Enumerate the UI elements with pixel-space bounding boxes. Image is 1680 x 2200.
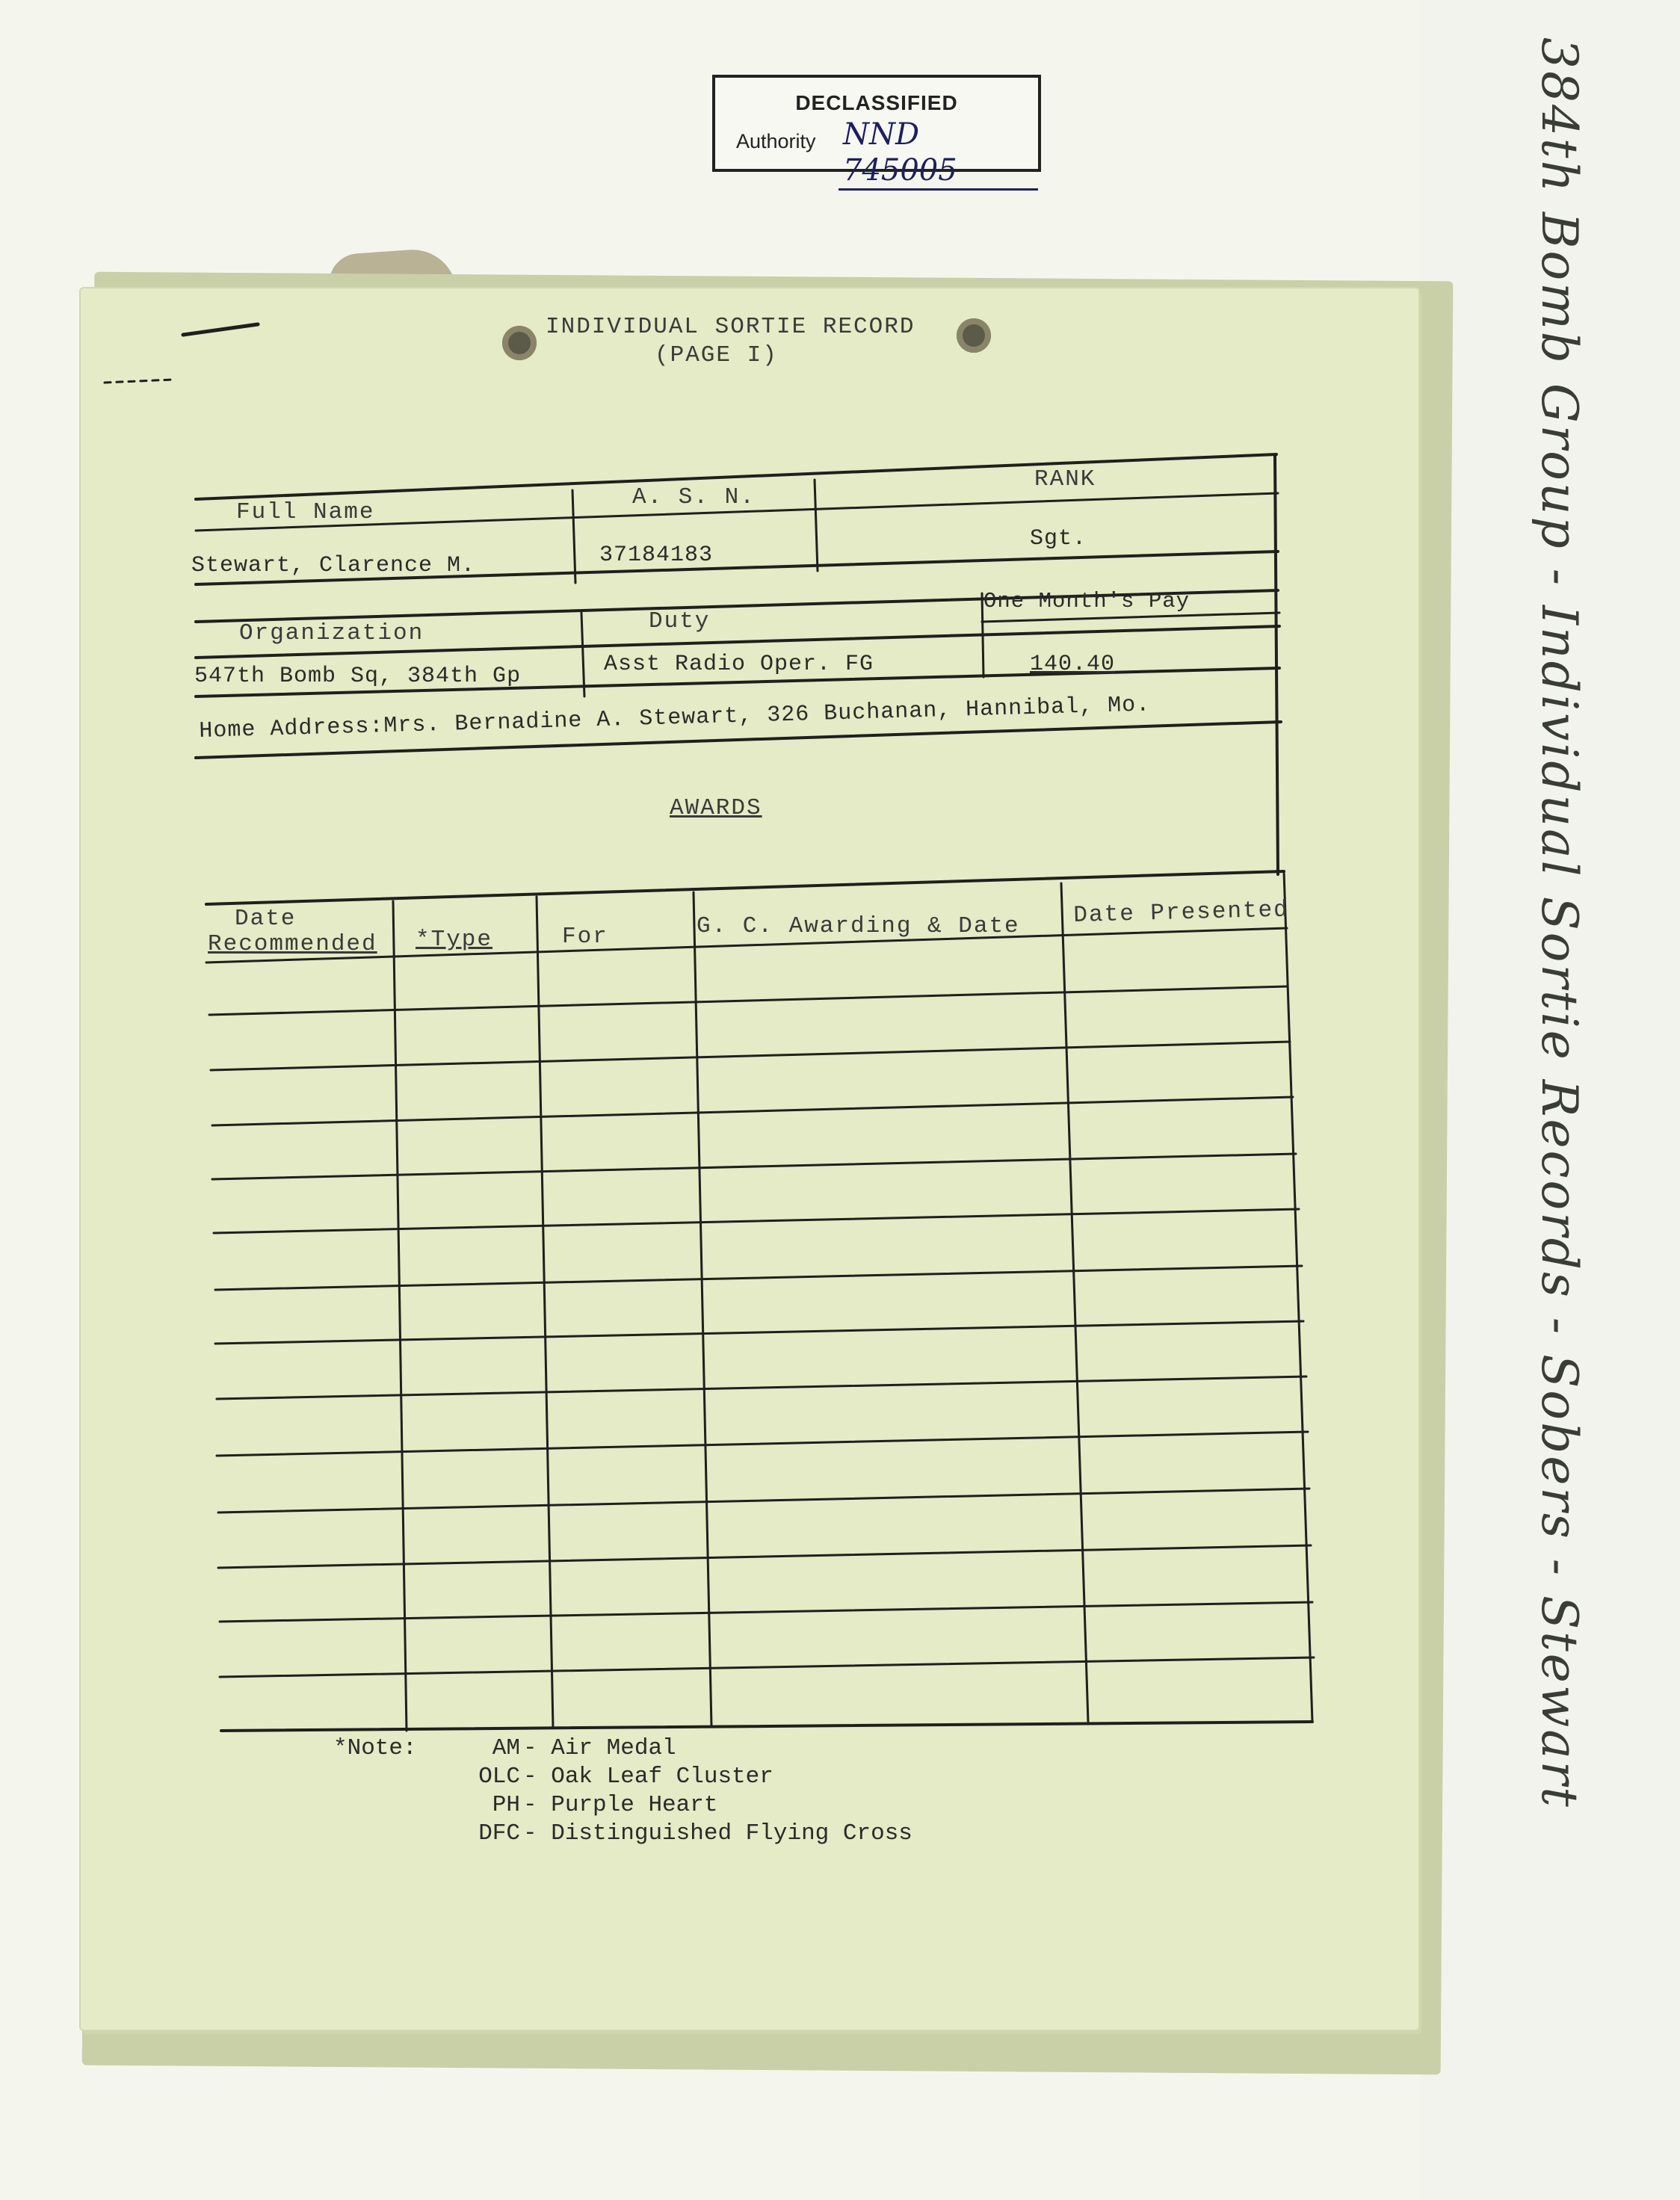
- stamp-authority-value: NND 745005: [839, 117, 1038, 191]
- note-meaning-am: - Air Medal: [523, 1735, 676, 1761]
- col-type: *Type: [416, 927, 493, 953]
- stamp-title: DECLASSIFIED: [795, 91, 958, 114]
- value-asn: 37184183: [599, 543, 714, 568]
- col-gc-awarding-date: G. C. Awarding & Date: [697, 913, 1020, 939]
- note-meaning-dfc: - Distinguished Flying Cross: [523, 1820, 912, 1847]
- col-date-presented: Date Presented: [1073, 897, 1290, 929]
- value-organization: 547th Bomb Sq, 384th Gp: [194, 664, 522, 689]
- stamp-authority-label: Authority: [736, 130, 816, 152]
- note-abbr-olc: OLC: [478, 1764, 520, 1790]
- label-rank: RANK: [1034, 466, 1096, 492]
- form-subtitle: (PAGE I): [655, 342, 778, 368]
- handwritten-margin-note: 384th Bomb Group - Individual Sortie Records - Sobers - Stewart: [1531, 37, 1588, 1809]
- note-meaning-olc: - Oak Leaf Cluster: [523, 1764, 773, 1790]
- label-asn: A. S. N.: [632, 484, 756, 510]
- label-full-name: Full Name: [236, 499, 375, 525]
- note-abbr-am: AM: [492, 1735, 520, 1761]
- note-abbr-dfc: DFC: [478, 1820, 520, 1847]
- value-one-months-pay: 140.40: [1030, 652, 1116, 677]
- col-for: For: [562, 924, 608, 950]
- value-home-address: Mrs. Bernadine A. Stewart, 326 Buchanan, Hannibal, Mo.: [383, 692, 1151, 740]
- form-title: INDIVIDUAL SORTIE RECORD: [546, 314, 915, 340]
- awards-title: AWARDS: [670, 795, 762, 821]
- note-abbr-ph: PH: [492, 1792, 520, 1818]
- label-organization: Organization: [239, 620, 424, 646]
- label-duty: Duty: [649, 608, 711, 634]
- note-meaning-ph: - Purple Heart: [523, 1792, 718, 1818]
- label-home-address: Home Address:: [199, 714, 384, 744]
- value-rank: Sgt.: [1030, 526, 1087, 551]
- col-date-recommended-line2: Recommended: [208, 931, 377, 957]
- note-label: *Note:: [333, 1735, 417, 1761]
- col-date-recommended-line1: Date: [235, 906, 297, 932]
- value-duty: Asst Radio Oper. FG: [604, 652, 874, 677]
- label-one-months-pay: One Month's Pay: [983, 589, 1190, 614]
- value-full-name: Stewart, Clarence M.: [191, 553, 476, 578]
